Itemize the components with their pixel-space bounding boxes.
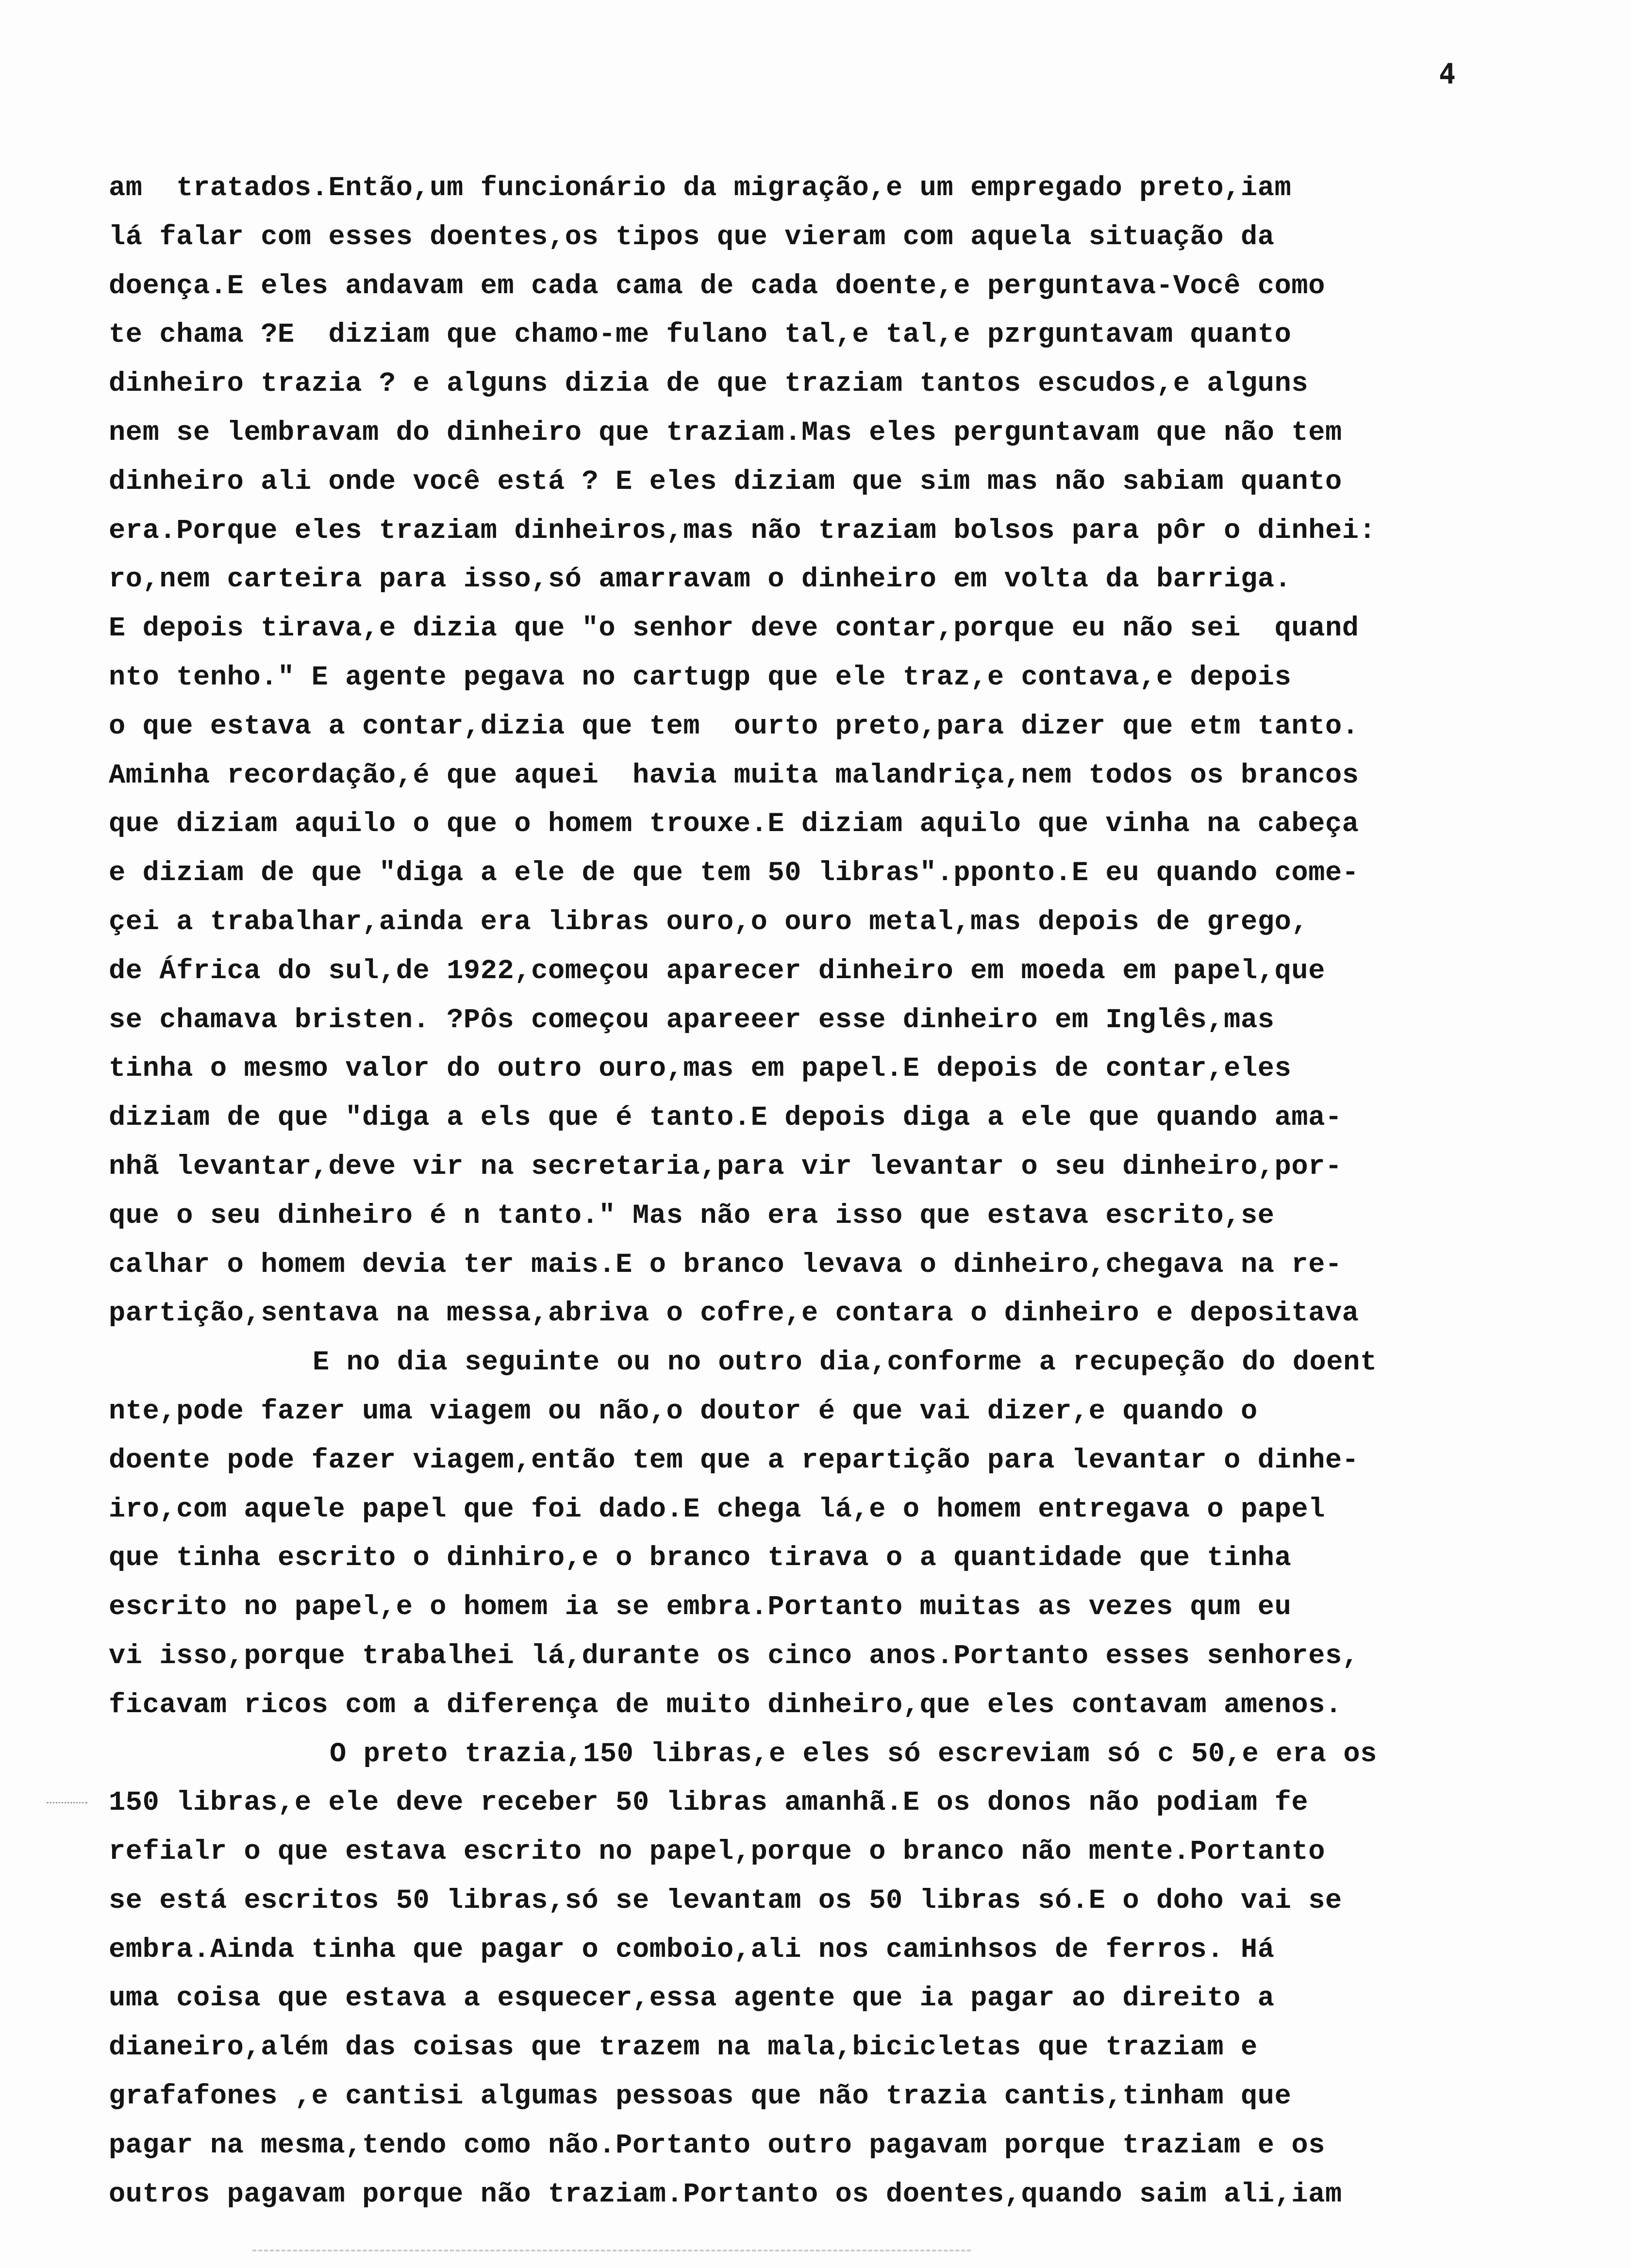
text-line: Aminha recordação,é que aquei havia muita malandriça,nem todos os brancos: [109, 760, 1359, 791]
text-line: uma coisa que estava a esquecer,essa agente que ia pagar ao direito a: [109, 1983, 1275, 2015]
typed-text-body: [109, 164, 1575, 2219]
text-line: escrito no papel,e o homem ia se embra.Portanto muitas as vezes qum eu: [109, 1592, 1292, 1623]
text-line: que tinha escrito o dinhiro,e o branco tirava o a quantidade que tinha: [109, 1543, 1292, 1574]
text-line: O preto trazia,150 libras,e eles só escreviam só c 50,e era os: [330, 1738, 1377, 1770]
bottom-edge-rule: [252, 2250, 971, 2251]
text-line: vi isso,porque trabalhei lá,durante os cinco anos.Portanto esses senhores,: [109, 1640, 1359, 1672]
text-line: refialr o que estava escrito no papel,porque o branco não mente.Portanto: [109, 1836, 1325, 1868]
text-line: era.Porque eles traziam dinheiros,mas não traziam bolsos para pôr o dinhei:: [109, 515, 1376, 547]
text-line: iro,com aquele papel que foi dado.E chega lá,e o homem entregava o papel: [109, 1494, 1325, 1525]
text-line: se está escritos 50 libras,só se levantam os 50 libras só.E o doho vai se: [109, 1885, 1342, 1917]
text-line: 150 libras,e ele deve receber 50 libras amanhã.E os donos não podiam fe: [109, 1787, 1309, 1819]
margin-mark: [47, 1802, 87, 1806]
text-line: tinha o mesmo valor do outro ouro,mas em papel.E depois de contar,eles: [109, 1053, 1292, 1085]
text-line: diziam de que "diga a els que é tanto.E depois diga a ele que quando ama-: [109, 1102, 1342, 1134]
text-line: doença.E eles andavam em cada cama de cada doente,e perguntava-Você como: [109, 270, 1325, 302]
text-line: que diziam aquilo o que o homem trouxe.E diziam aquilo que vinha na cabeça: [109, 809, 1359, 840]
text-line: te chama ?E diziam que chamo-me fulano tal,e tal,e pzrguntavam quanto: [109, 319, 1292, 351]
text-line: nem se lembravam do dinheiro que traziam.Mas eles perguntavam que não tem: [109, 417, 1342, 449]
text-line: partição,sentava na messa,abriva o cofre,e contara o dinheiro e depositava: [109, 1298, 1359, 1330]
text-line: doente pode fazer viagem,então tem que a repartição para levantar o dinhe-: [109, 1445, 1359, 1476]
text-line: nhã levantar,deve vir na secretaria,para vir levantar o seu dinheiro,por-: [109, 1151, 1342, 1183]
text-line: nto tenho." E agente pegava no cartugp que ele traz,e contava,e depois: [109, 662, 1292, 693]
text-line: embra.Ainda tinha que pagar o comboio,ali nos caminhsos de ferros. Há: [109, 1934, 1275, 1966]
text-line: çei a trabalhar,ainda era libras ouro,o ouro metal,mas depois de grego,: [109, 906, 1309, 938]
text-line: nte,pode fazer uma viagem ou não,o doutor é que vai dizer,e quando o: [109, 1396, 1258, 1427]
text-line: que o seu dinheiro é n tanto." Mas não era isso que estava escrito,se: [109, 1200, 1275, 1232]
text-line: o que estava a contar,dizia que tem ourto preto,para dizer que etm tanto.: [109, 711, 1359, 742]
text-line: E no dia seguinte ou no outro dia,conforme a recupeção do doent: [313, 1347, 1377, 1379]
text-line: outros pagavam porque não traziam.Portanto os doentes,quando saim ali,iam: [109, 2179, 1342, 2210]
text-line: pagar na mesma,tendo como não.Portanto outro pagavam porque traziam e os: [109, 2130, 1325, 2161]
text-line: E depois tirava,e dizia que "o senhor deve contar,porque eu não sei quand: [109, 613, 1359, 645]
text-line: calhar o homem devia ter mais.E o branco levava o dinheiro,chegava na re-: [109, 1249, 1342, 1281]
text-line: dinheiro ali onde você está ? E eles diziam que sim mas não sabiam quanto: [109, 466, 1342, 498]
text-line: ro,nem carteira para isso,só amarravam o dinheiro em volta da barriga.: [109, 564, 1292, 596]
text-line: dinheiro trazia ? e alguns dizia de que traziam tantos escudos,e alguns: [109, 368, 1309, 400]
text-line: de África do sul,de 1922,começou aparecer dinheiro em moeda em papel,que: [109, 955, 1325, 987]
text-line: grafafones ,e cantisi algumas pessoas que não trazia cantis,tinham que: [109, 2081, 1292, 2113]
text-line: am tratados.Então,um funcionário da migração,e um empregado preto,iam: [109, 173, 1292, 204]
text-line: ficavam ricos com a diferença de muito dinheiro,que eles contavam amenos.: [109, 1689, 1342, 1721]
text-line: dianeiro,além das coisas que trazem na mala,bicicletas que traziam e: [109, 2032, 1258, 2064]
page-number: 4: [1439, 57, 1456, 90]
text-line: e diziam de que "diga a ele de que tem 50 libras".pponto.E eu quando come-: [109, 858, 1359, 889]
text-line: lá falar com esses doentes,os tipos que vieram com aquela situação da: [109, 221, 1275, 253]
text-line: se chamava bristen. ?Pôs começou apareeer esse dinheiro em Inglês,mas: [109, 1004, 1275, 1036]
